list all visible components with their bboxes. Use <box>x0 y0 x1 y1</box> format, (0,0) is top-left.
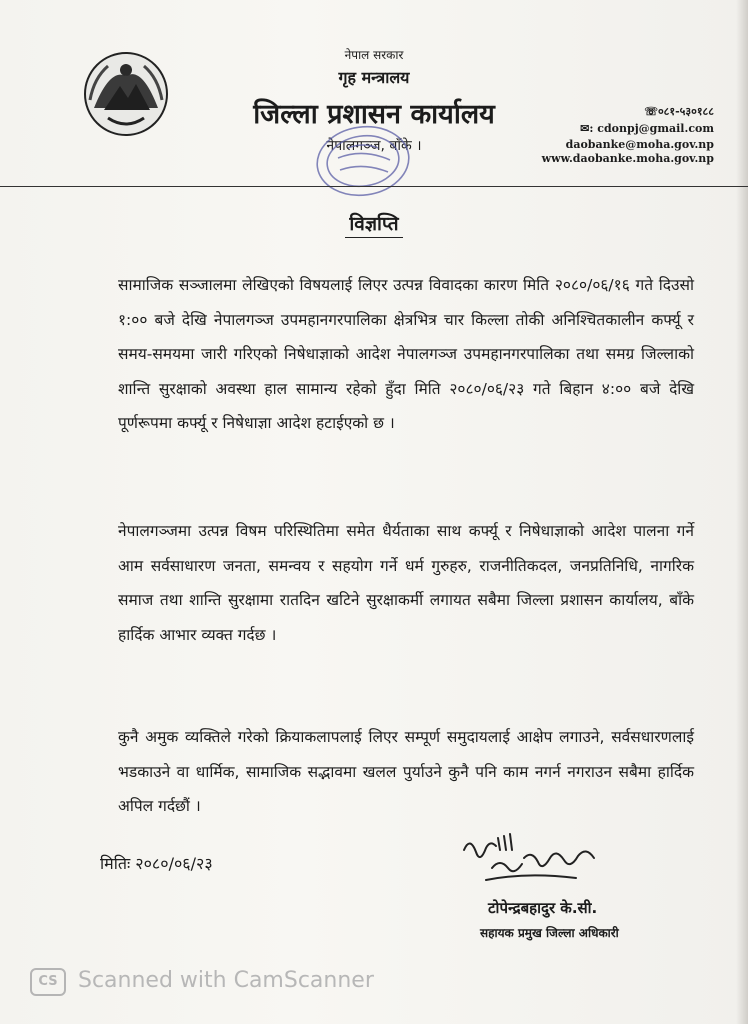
notice-paragraph-3: कुनै अमुक व्यक्तिले गरेको क्रियाकलापलाई लिएर सम्पूर्ण समुदायलाई आक्षेप लगाउने, सर्वसधारणलाई भडकाउने वा धार्मिक, सामाजिक सद्भावमा खलल पुर्याउने कुनै पनि काम नगर्न नगराउन सबैमा हार्दिक अपिल गर्दछौं । <box>118 728 694 815</box>
phone-number: ☏०८१-५३०१८८ <box>644 105 714 118</box>
signer-designation: सहायक प्रमुख जिल्ला अधिकारी <box>480 926 619 940</box>
office-location: नेपालगञ्ज, बाँके । <box>326 138 422 154</box>
camscanner-watermark: Scanned with CamScanner <box>78 968 374 993</box>
office-stamp-icon <box>308 118 418 204</box>
notice-date: मितिः २०८०/०६/२३ <box>100 854 213 873</box>
signer-name: टोपेन्द्रबहादुर के.सी. <box>488 899 598 917</box>
handwritten-signature-icon <box>456 828 616 898</box>
office-name: जिल्ला प्रशासन कार्यालय <box>253 99 495 130</box>
email-secondary: daobanke@moha.gov.np <box>565 138 714 151</box>
camscanner-logo-icon: CS <box>30 968 66 996</box>
notice-title <box>0 210 748 236</box>
government-label: नेपाल सरकार <box>344 48 404 62</box>
header-divider <box>0 186 748 187</box>
notice-title-text: विज्ञप्ति <box>345 213 402 238</box>
notice-paragraph-1: सामाजिक सञ्जालमा लेखिएको विषयलाई लिएर उत्पन्न विवादका कारण मिति २०८०/०६/१६ गते दिउसो १:०० बजे देखि नेपालगञ्ज उपमहानगरपालिका क्षेत्रभित्र चार किल्ला तोकी अनिश्चितकालीन कर्फ्यू र समय-समयमा जारी गरिएको निषेधाज्ञाको आदेश नेपालगञ्ज उपमहानगरपालिका तथा समग्र जिल्लाको शान्ति सुरक्षाको अवस्था हाल सामान्य रहेको हुँदा मिति २०८०/०६/२३ गते बिहान ४:०० बजे देखि पूर्णरूपमा कर्फ्यू र निषेधाज्ञा आदेश हटाईएको छ । <box>118 276 694 432</box>
notice-paragraph-2: नेपालगञ्जमा उत्पन्न विषम परिस्थितिमा समेत धैर्यताका साथ कर्फ्यू र निषेधाज्ञाको आदेश पालना गर्ने आम सर्वसाधारण जनता, समन्वय र सहयोग गर्ने धर्म गुरुहरु, राजनीतिकदल, जनप्रतिनिधि, नागरिक समाज तथा शान्ति सुरक्षामा रातदिन खटिने सुरक्षाकर्मी लगायत सबैमा जिल्ला प्रशासन कार्यालय, बाँके हार्दिक आभार व्यक्त गर्दछ । <box>118 522 694 644</box>
ministry-label: गृह मन्त्रालय <box>338 68 410 87</box>
website: www.daobanke.moha.gov.np <box>541 152 714 165</box>
email-primary: ✉: cdonpj@gmail.com <box>580 122 714 135</box>
